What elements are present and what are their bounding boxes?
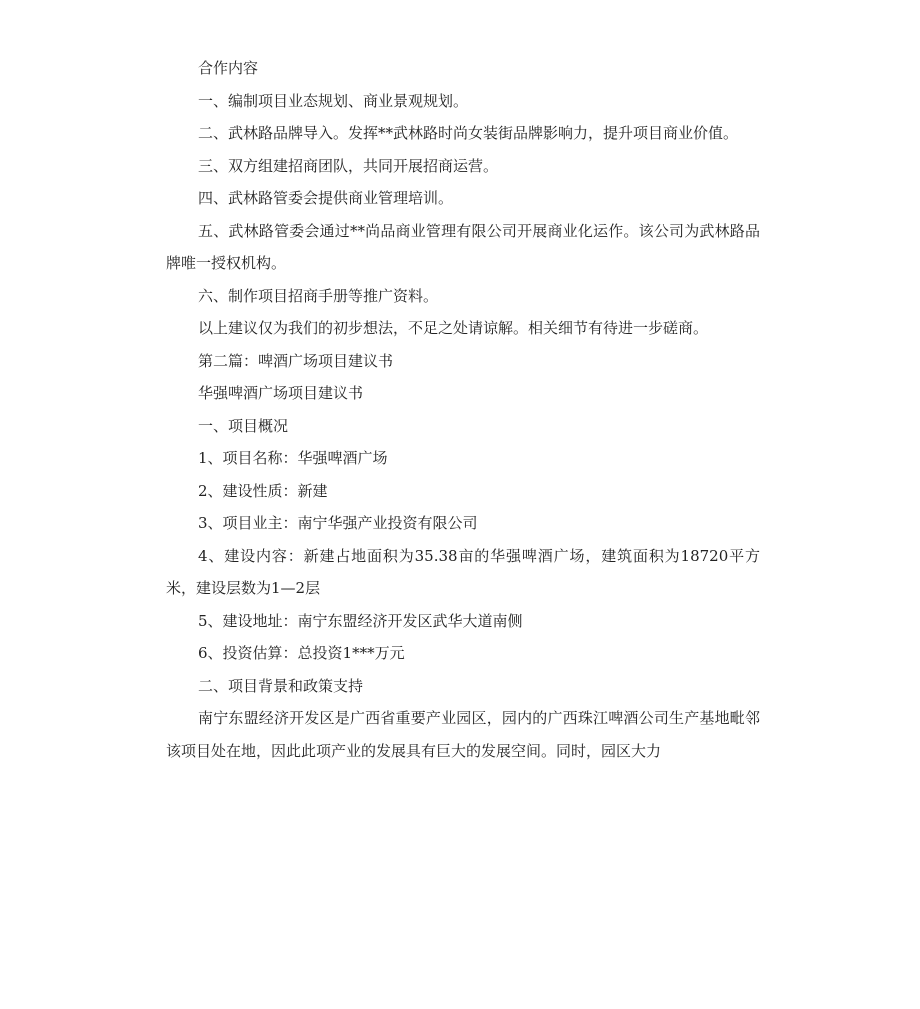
- overview-construction-nature: 2、建设性质：新建: [198, 481, 328, 500]
- paragraph-item-4: 四、武林路管委会提供商业管理培训。: [198, 189, 454, 207]
- overview-construction-address: 5、建设地址：南宁东盟经济开发区武华大道南侧: [198, 611, 523, 630]
- section-title-part-two: 第二篇：啤酒广场项目建议书: [198, 351, 394, 370]
- paragraph-item-1: 一、编制项目业态规划、商业景观规划。: [198, 91, 469, 110]
- overview-project-name: 1、项目名称：华强啤酒广场: [198, 449, 388, 467]
- paragraph-cooperation-heading: 合作内容: [198, 59, 259, 77]
- paragraph-background-body: 南宁东盟经济开发区是广西省重要产业园区，园内的广西珠江啤酒公司生产基地毗邻该项目处在地，因此此项产业的发展具有巨大的发展空间。同时，园区大力: [166, 709, 760, 760]
- overview-project-owner: 3、项目业主：南宁华强产业投资有限公司: [198, 514, 478, 532]
- overview-investment-estimate: 6、投资估算：总投资1***万元: [198, 644, 405, 662]
- paragraph-closing-note: 以上建议仅为我们的初步想法，不足之处请谅解。相关细节有待进一步磋商。: [198, 319, 709, 337]
- heading-background-policy: 二、项目背景和政策支持: [198, 676, 364, 695]
- paragraph-item-6: 六、制作项目招商手册等推广资料。: [198, 286, 439, 305]
- document-body: [166, 52, 760, 767]
- paragraph-item-3: 三、双方组建招商团队，共同开展招商运营。: [198, 156, 499, 175]
- document-title: 华强啤酒广场项目建议书: [198, 384, 364, 402]
- paragraph-item-5: 五、武林路管委会通过**尚品商业管理有限公司开展商业化运作。该公司为武林路品牌唯一授权机构。: [166, 221, 760, 272]
- paragraph-item-2: 二、武林路品牌导入。发挥**武林路时尚女装街品牌影响力，提升项目商业价值。: [198, 124, 739, 142]
- overview-construction-content: 4、建设内容：新建占地面积为35.38亩的华强啤酒广场，建筑面积为18720平方米，建设层数为1—2层: [166, 546, 760, 597]
- heading-project-overview: 一、项目概况: [198, 416, 289, 435]
